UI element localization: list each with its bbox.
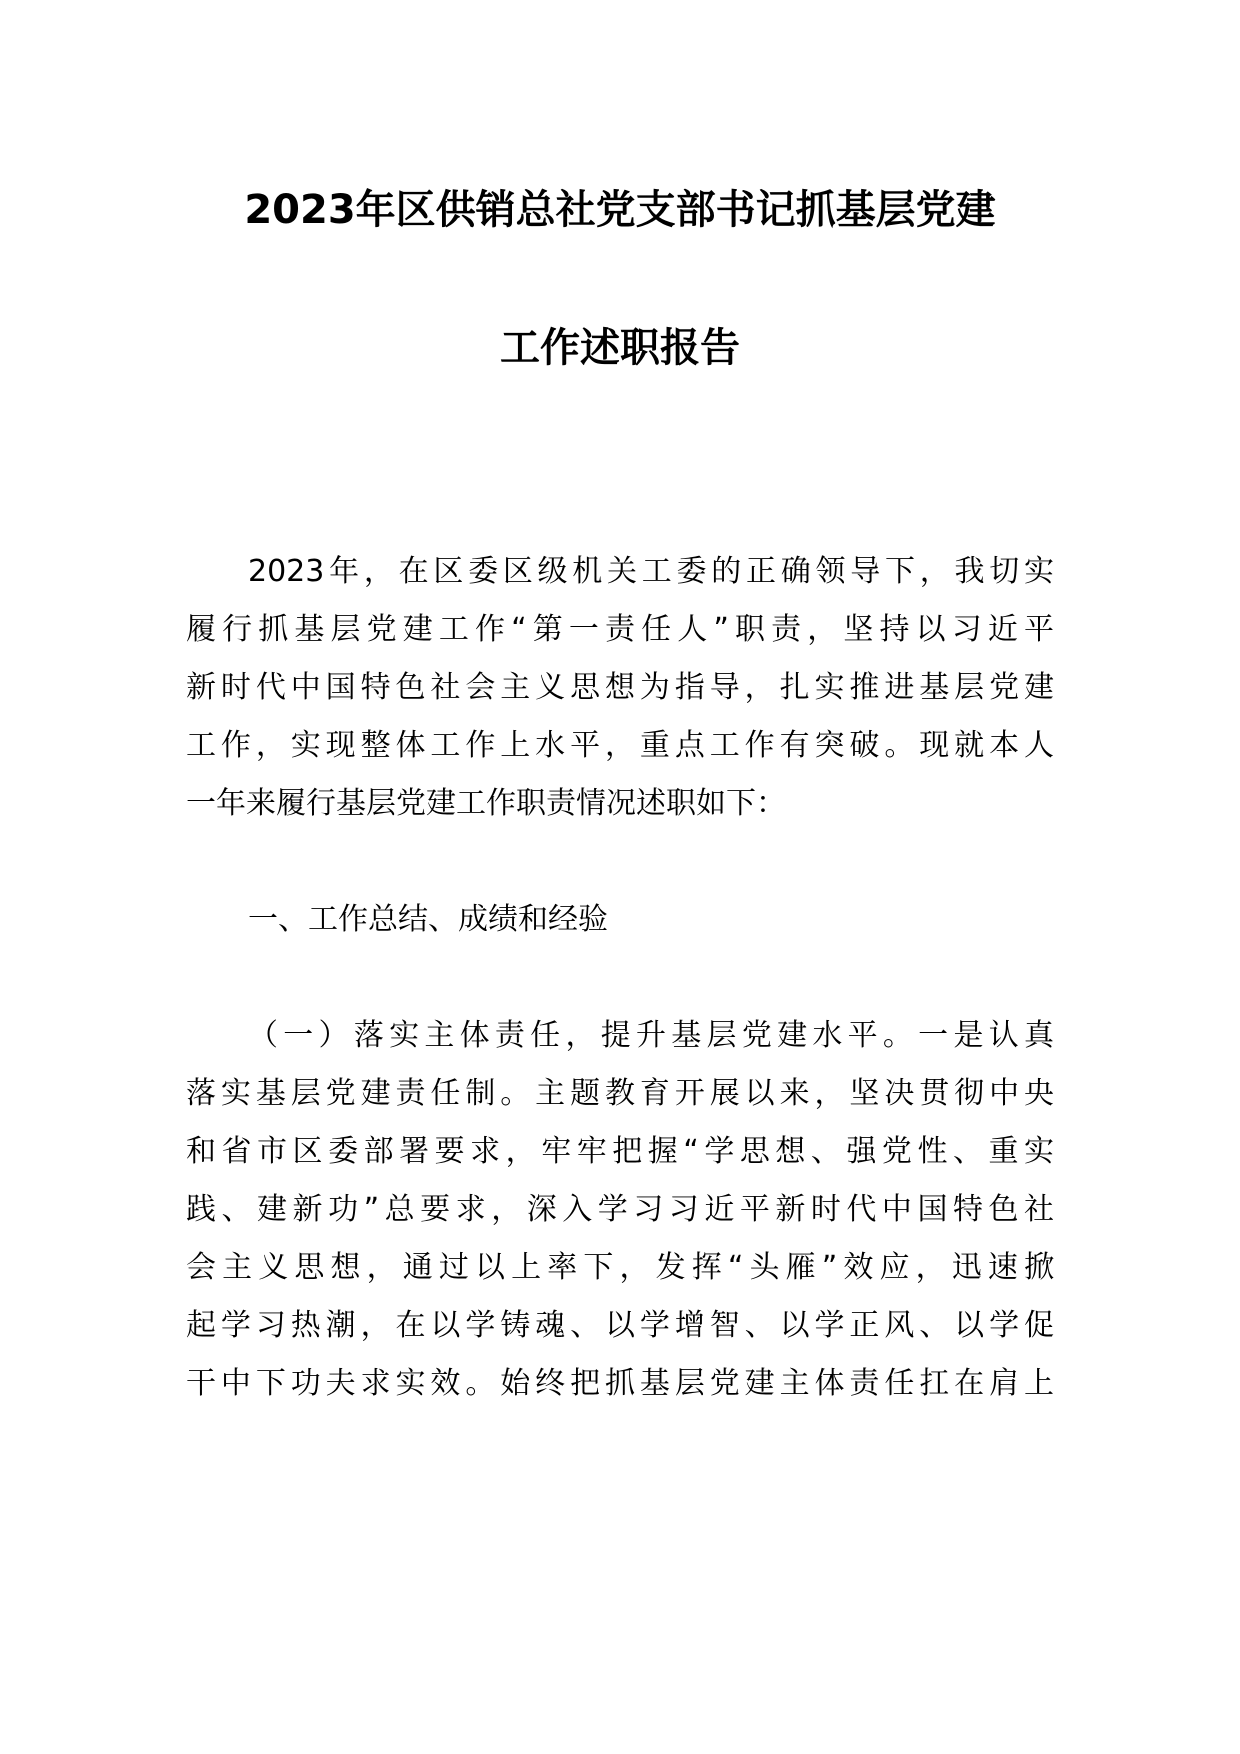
intro-paragraph [186,543,1054,833]
paragraph-line: （一）落实主体责任，提升基层党建水平。一是认真 [248,1018,1054,1053]
paragraph-line: 和省市区委部署要求，牢牢把握“学思想、强党性、重实 [186,1134,1054,1169]
paragraph-line: 一年来履行基层党建工作职责情况述职如下： [186,786,786,821]
paragraph-line: 履行抓基层党建工作“第一责任人”职责，坚持以习近平 [186,612,1054,647]
paragraph-line: 起学习热潮，在以学铸魂、以学增智、以学正风、以学促 [186,1308,1054,1343]
section-heading: 一、工作总结、成绩和经验 [248,902,608,937]
paragraph-line: 工作，实现整体工作上水平，重点工作有突破。现就本人 [186,728,1054,763]
paragraph-line: 践、建新功”总要求，深入学习习近平新时代中国特色社 [186,1192,1054,1227]
paragraph-line: 2023年，在区委区级机关工委的正确领导下，我切实 [248,554,1054,589]
section-paragraph [186,1007,1054,1413]
paragraph-line: 新时代中国特色社会主义思想为指导，扎实推进基层党建 [186,670,1054,705]
paragraph-line: 落实基层党建责任制。主题教育开展以来，坚决贯彻中央 [186,1076,1054,1111]
document-body [186,543,1054,1413]
document-title-line-2: 工作述职报告 [500,325,740,371]
paragraph-line: 会主义思想，通过以上率下，发挥“头雁”效应，迅速掀 [186,1250,1054,1285]
paragraph-line: 干中下功夫求实效。始终把抓基层党建主体责任扛在肩上 [186,1366,1054,1401]
document-title-line-1: 2023年区供销总社党支部书记抓基层党建 [244,187,996,233]
